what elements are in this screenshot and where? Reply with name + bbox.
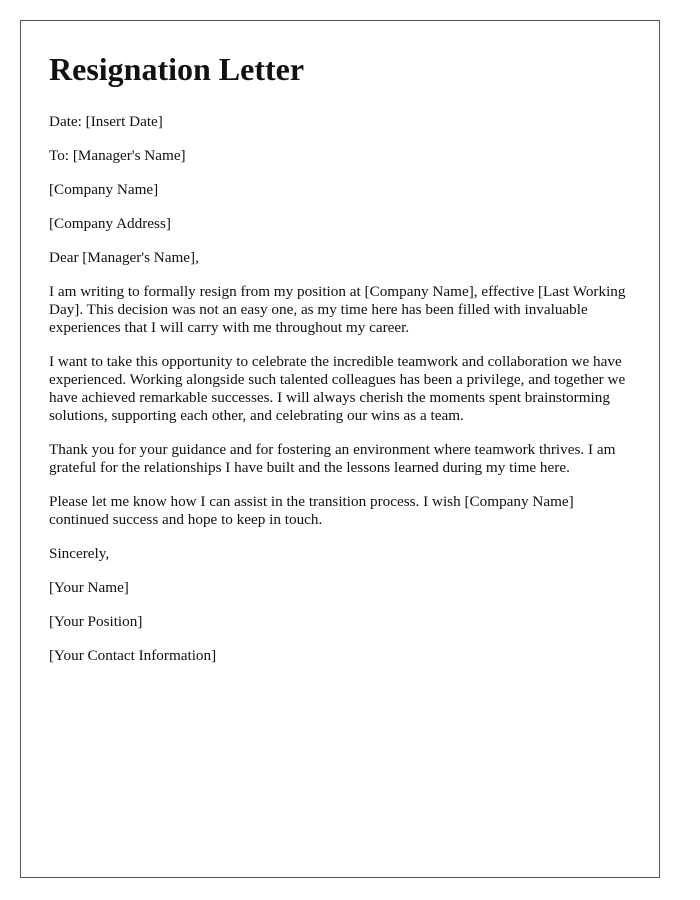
signature-position: [Your Position] — [49, 613, 143, 630]
date-line: Date: [Insert Date] — [49, 113, 163, 130]
body-paragraph: I want to take this opportunity to celebrate the incredible teamwork and collaboration we have experienced. Working alongside such talented colleagues has been a privilege, and together we have achieved remarkable successes. I will always cherish the moments spent brainstorming solutions, supporting each other, and celebrating our wins as a team. — [49, 353, 626, 424]
body-paragraph: Thank you for your guidance and for fostering an environment where teamwork thrives. I am grateful for the relationships I have built and the lessons learned during my time here. — [49, 441, 616, 476]
salutation: Dear [Manager's Name], — [49, 249, 199, 266]
letter-title: Resignation Letter — [49, 51, 305, 87]
company-name-line: [Company Name] — [49, 181, 159, 198]
body-paragraph: Please let me know how I can assist in the transition process. I wish [Company Name] continued success and hope to keep in touch. — [49, 493, 574, 528]
closing: Sincerely, — [49, 545, 110, 562]
signature-contact: [Your Contact Information] — [49, 647, 217, 664]
body-paragraph: I am writing to formally resign from my position at [Company Name], effective [Last Working Day]. This decision was not an easy one, as my time here has been filled with invaluable experiences that I will carry with me throughout my career. — [49, 283, 626, 336]
letter-page — [20, 20, 660, 878]
company-address-line: [Company Address] — [49, 215, 171, 232]
recipient-line: To: [Manager's Name] — [49, 147, 186, 164]
signature-name: [Your Name] — [49, 579, 129, 596]
